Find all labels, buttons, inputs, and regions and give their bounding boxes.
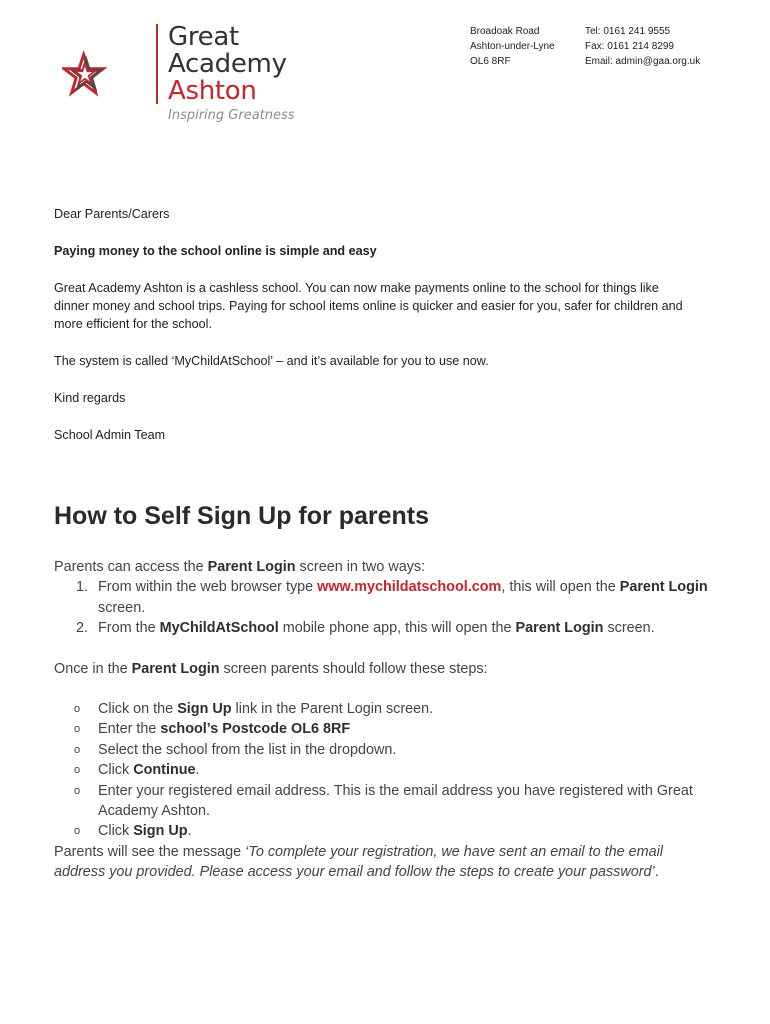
guide-intro <box>54 557 714 577</box>
spacer <box>54 679 714 699</box>
list-item <box>54 781 714 822</box>
guide-body <box>54 557 714 883</box>
quoted-message: ‘To complete your registration, we have sent an email to the email address you provided. Please access your email and follow the steps to create your password’ <box>54 843 663 881</box>
logo-line-3: Ashton <box>168 76 257 106</box>
school-contact <box>585 24 700 69</box>
text-bold: Parent Login <box>515 620 604 637</box>
bullet-icon: o <box>74 825 81 838</box>
list-item <box>54 760 714 780</box>
text: Enter your registered email address. This is the email address you have registered with Great Academy Ashton. <box>98 782 693 820</box>
text: . <box>187 823 192 840</box>
letter-subject: Paying money to the school online is simple and easy <box>54 244 377 258</box>
text: screen. <box>98 599 146 616</box>
spacer <box>54 639 714 659</box>
text: Once in the <box>54 660 132 677</box>
list-item <box>54 719 714 739</box>
salutation: Dear Parents/Carers <box>54 207 170 221</box>
text: From the <box>98 620 160 637</box>
text-bold: Sign Up <box>133 823 188 840</box>
text: screen in two ways: <box>295 559 426 575</box>
contact-fax: Fax: 0161 214 8299 <box>585 41 674 52</box>
text: , this will open the <box>501 579 620 596</box>
bullet-icon: o <box>74 743 81 756</box>
letter-paragraph: Great Academy Ashton is a cashless school. You can now make payments online to the school for things like dinner money and school trips. Paying for school items online is quicker and easier for you, safer for children and more efficient for the school. <box>54 281 683 331</box>
text-bold: Sign Up <box>177 701 232 718</box>
final-message <box>54 842 714 883</box>
logo-line-2: Academy <box>168 49 287 79</box>
text: Select the school from the list in the dropdown. <box>98 741 397 758</box>
bullet-icon: o <box>74 784 81 797</box>
text: . <box>195 762 200 779</box>
bullet-icon: o <box>74 764 81 777</box>
text: link in the Parent Login screen. <box>231 701 434 718</box>
text: Click <box>98 762 134 779</box>
text: Enter the <box>98 721 161 738</box>
school-logo-star-icon <box>62 20 162 130</box>
address-line: Ashton-under-Lyne <box>470 41 555 52</box>
school-logo-wordmark <box>168 24 287 105</box>
address-line: OL6 8RF <box>470 56 511 67</box>
letter-body <box>54 205 694 463</box>
steps-list <box>54 699 714 842</box>
list-item <box>54 577 714 618</box>
guide-heading: How to Self Sign Up for parents <box>54 502 430 530</box>
access-ways-list <box>54 577 714 638</box>
text-bold: school’s Postcode OL6 8RF <box>160 721 351 738</box>
text: Parents can access the <box>54 559 208 575</box>
list-number: 1. <box>76 579 89 596</box>
bullet-icon: o <box>74 703 81 716</box>
text: Click <box>98 823 134 840</box>
letter-paragraph: The system is called ‘MyChildAtSchool’ – and it’s available for you to use now. <box>54 354 489 368</box>
school-address <box>470 24 555 69</box>
steps-intro <box>54 659 714 679</box>
logo-tagline: Inspiring Greatness <box>168 108 295 123</box>
list-item <box>54 699 714 719</box>
letter-closing: Kind regards <box>54 391 126 405</box>
address-line: Broadoak Road <box>470 26 540 37</box>
text-bold: MyChildAtSchool <box>159 620 279 637</box>
text: Parents will see the message <box>54 843 246 860</box>
list-item <box>54 740 714 760</box>
list-item <box>54 618 714 638</box>
text: mobile phone app, this will open the <box>278 620 516 637</box>
contact-email[interactable]: Email: admin@gaa.org.uk <box>585 56 701 67</box>
text-bold: Parent Login <box>619 579 708 596</box>
bullet-icon: o <box>74 723 81 736</box>
letter-signature: School Admin Team <box>54 428 166 442</box>
text: screen parents should follow these steps: <box>219 660 488 677</box>
logo-line-1: Great <box>168 22 239 52</box>
text-bold: Continue <box>133 762 196 779</box>
list-item <box>54 821 714 841</box>
website-link[interactable]: www.mychildatschool.com <box>317 579 502 596</box>
text: . <box>654 864 659 881</box>
text-bold: Parent Login <box>207 559 296 575</box>
text: screen. <box>603 620 655 637</box>
logo-divider <box>156 24 158 104</box>
text: From within the web browser type <box>98 579 318 596</box>
contact-tel: Tel: 0161 241 9555 <box>585 26 671 37</box>
text-bold: Parent Login <box>131 660 220 677</box>
list-number: 2. <box>76 620 89 637</box>
text: Click on the <box>98 701 178 718</box>
